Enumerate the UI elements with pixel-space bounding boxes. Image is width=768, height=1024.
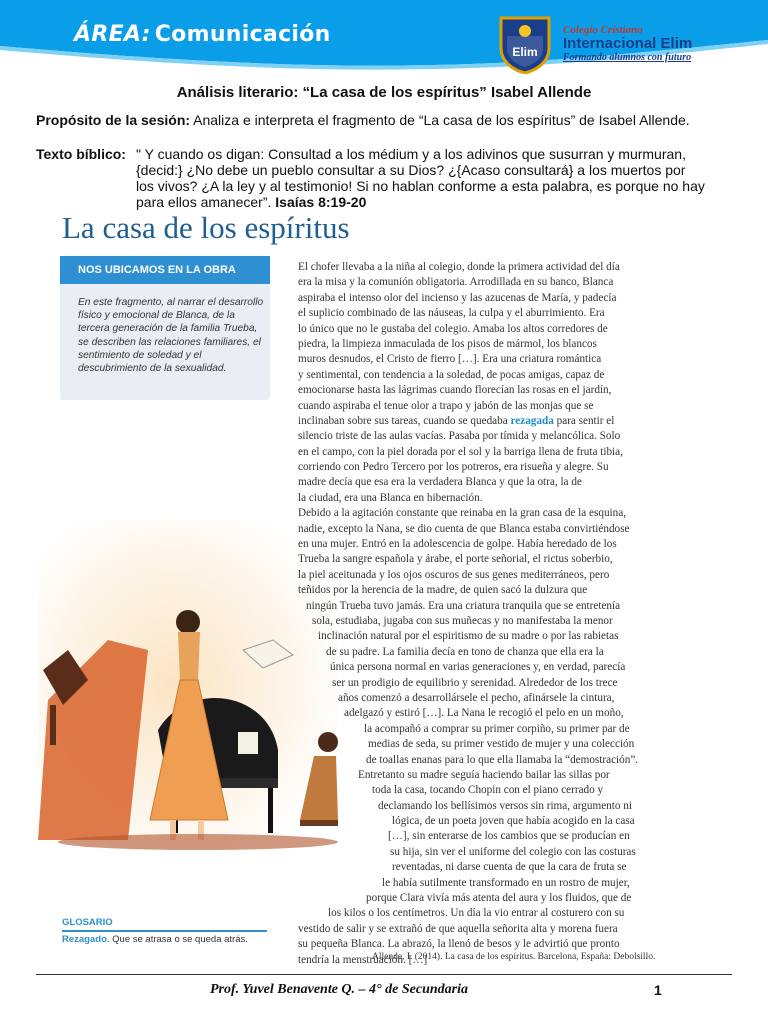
story-line: aspiraba el intenso olor del incienso y las azucenas de María, y padecía	[298, 291, 617, 304]
story-line: la piel aceitunada y los ojos oscuros de sus genes mediterráneos, pero	[298, 568, 610, 581]
story-line: madre decía que esa era la verdadera Blanca y que la otra, la de	[298, 476, 582, 489]
story-line-rezagada: inclinaban sobre sus tareas, cuando se quedaba rezagada para sentir el	[298, 414, 615, 427]
story-line: en el campo, con la piel dorada por el sol y la barriga llena de fruta tibia,	[298, 445, 623, 458]
story-line: nadie, excepto la Nana, se dio cuenta de que Blanca estaba convirtiéndose	[298, 522, 630, 535]
area-prefix: ÁREA:	[74, 22, 151, 47]
story-line: años comenzó a desarrollársele el pecho, afinársele la cintura,	[338, 691, 615, 704]
story-text	[298, 260, 716, 968]
story-line: piedra, la limpieza inmaculada de los pisos de mármol, los blancos	[298, 337, 597, 350]
glossary-heading: GLOSARIO	[62, 917, 113, 928]
story-line: ser un prodigio de equilibrio y serenidad. Alrededor de los trece	[332, 676, 618, 689]
story-line: toda la casa, tocando Chopin con el piano cerrado y	[372, 784, 604, 797]
story-title: La casa de los espíritus	[62, 210, 350, 245]
girl-piano-illustration	[38, 520, 338, 850]
bible-label: Texto bíblico:	[36, 146, 126, 162]
story-line: silencio triste de las aulas vacías. Pasaba por tímida y melancólica. Solo	[298, 430, 621, 443]
story-line: declamando los bellísimos versos sin rima, argumento ni	[378, 799, 632, 812]
context-box-text: En este fragmento, al narrar el desarrollo físico y emocional de Blanca, de la tercera generación de la familia Trueba, se describen las relaciones familiares, el sentimiento de soledad y el descubrimiento de la sexualidad.	[78, 297, 264, 375]
bible-text-block	[36, 146, 706, 210]
story-line: porque Clara vivía más atenta del aura y los fluidos, que de	[366, 892, 632, 905]
story-line: sola, estudiaba, jugaba con sus muñecas y no manifestaba la menor	[312, 614, 613, 627]
page-number: 1	[654, 982, 662, 998]
story-line: de toallas enanas para lo que ella llamaba la “demostración”.	[366, 753, 639, 766]
story-line: era la misa y la comunión obligatoria. Arrodillada en su banco, Blanca	[298, 276, 614, 289]
story-line: cuando aspiraba el tenue olor a trapo y jabón de las monjas que se	[298, 399, 594, 412]
story-line: corriendo con Pedro Tercero por los potreros, era risueña y alegre. Su	[298, 461, 609, 474]
glossary-highlight: rezagada	[510, 414, 554, 427]
story-line: vestido de salir y se extrañó de que aquella señorita alta y morena fuera	[298, 922, 618, 935]
story-line: lo único que no le gustaba del colegio. Amaba los altos corredores de	[298, 322, 608, 335]
story-line: de su padre. La familia decía en tono de chanza que ella era la	[326, 645, 604, 658]
glossary-term: Rezagado.	[62, 934, 110, 945]
story-line: inclinación natural por el espiritismo de su madre o por las rabietas	[318, 630, 619, 643]
school-crest-icon	[497, 14, 553, 74]
area-label	[74, 22, 331, 47]
school-name-block	[563, 24, 692, 63]
story-line: Entretanto su madre seguía haciendo bailar las sillas por	[358, 768, 610, 781]
document-title: Análisis literario: “La casa de los espíritus” Isabel Allende	[176, 84, 592, 101]
area-name: Comunicación	[154, 22, 331, 47]
story-line: El chofer llevaba a la niña al colegio, donde la primera actividad del día	[298, 261, 620, 273]
story-line: el suplicio combinado de las náuseas, la culpa y el aburrimiento. Era	[298, 307, 605, 320]
footer-teacher: Prof. Yuvel Benavente Q. – 4° de Secundaria	[210, 982, 468, 997]
purpose-label: Propósito de la sesión:	[36, 112, 191, 128]
purpose-text: Analiza e interpreta el fragmento de “La casa de los espíritus” de Isabel Allende.	[190, 112, 690, 128]
context-box-heading: NOS UBICAMOS EN LA OBRA	[60, 256, 270, 284]
story-line: su hija, sin ver el uniforme del colegio con las costuras	[390, 845, 636, 858]
story-line: Debido a la agitación constante que reinaba en la gran casa de la esquina,	[298, 507, 627, 520]
story-line: tendría la menstruación. […]	[298, 953, 428, 966]
story-line: muros desnudos, el Cristo de fierro […]. Era una criatura romántica	[298, 353, 602, 366]
crest-text: Elim	[512, 45, 538, 59]
bible-body	[136, 146, 706, 210]
story-line: emocionarse hasta las lágrimas cuando florecían las rosas en el jardín,	[298, 384, 612, 397]
school-motto: Formando alumnos con futuro	[563, 52, 692, 63]
footer-divider	[36, 974, 732, 975]
story-line: teñidos por la herencia de la madre, de quien sacó la dulzura que	[298, 584, 588, 597]
context-box	[60, 256, 270, 400]
glossary-divider	[62, 930, 267, 932]
glossary-definition: Que se atrasa o se queda atrás.	[109, 934, 248, 945]
story-line: la ciudad, era una Blanca en hibernación.	[298, 491, 483, 504]
story-line: reventadas, ni darse cuenta de que la cara de fruta se	[392, 861, 627, 874]
bible-quote: " Y cuando os digan: Consultad a los médium y a los adivinos que susurran y murmuran, {decid:} ¿No debe un pueblo consultar a su Dios? ¿{Acaso consultará} a los muertos por los vivos? ¿A la ley y al testimonio! Si no hablan conforme a esta palabra, es porque no hay para ellos amanecer”.	[136, 146, 705, 210]
story-line: le había sutilmente transformado en un rostro de mujer,	[382, 876, 630, 889]
story-line: adelgazó y estiró […]. La Nana le recogió el pelo en un moño,	[344, 707, 624, 720]
story-line: única persona normal en varias generaciones y, en verdad, parecía	[330, 661, 626, 674]
story-line: […], sin enterarse de los cambios que se producían en	[388, 830, 630, 843]
story-line: y sentimental, con tendencia a la soledad, de pocas amigas, capaz de	[298, 368, 605, 381]
story-line: su pequeña Blanca. La abrazó, la llenó de besos y le advirtió que pronto	[298, 938, 620, 951]
glossary-entry	[62, 934, 267, 946]
story-line: medias de seda, su primer vestido de mujer y una colección	[368, 738, 635, 751]
bible-reference: Isaías 8:19-20	[271, 194, 367, 210]
school-line1: Colegio Cristiano	[563, 24, 643, 36]
session-purpose	[36, 112, 690, 128]
story-line: lógica, de un poeta joven que había acogido en la casa	[392, 815, 635, 828]
story-line: Trueba la sangre española y árabe, el porte señorial, el rictus soberbio,	[298, 553, 613, 566]
story-line: la acompañó a comprar su primer corpiño, su primer par de	[364, 722, 630, 735]
source-citation: Allende, I. (2014). La casa de los espíritus. Barcelona, España: Debolsillo.	[372, 952, 656, 962]
school-line2: Internacional Elim	[563, 35, 693, 52]
story-line: ningún Trueba tuvo jamás. Era una criatura tranquila que se entretenía	[306, 599, 621, 612]
story-line: en una mujer. Entró en la adolescencia de golpe. Había heredado de los	[298, 538, 617, 551]
story-line: los kilos o los centímetros. Un día la vio entrar al costurero con su	[328, 907, 625, 920]
